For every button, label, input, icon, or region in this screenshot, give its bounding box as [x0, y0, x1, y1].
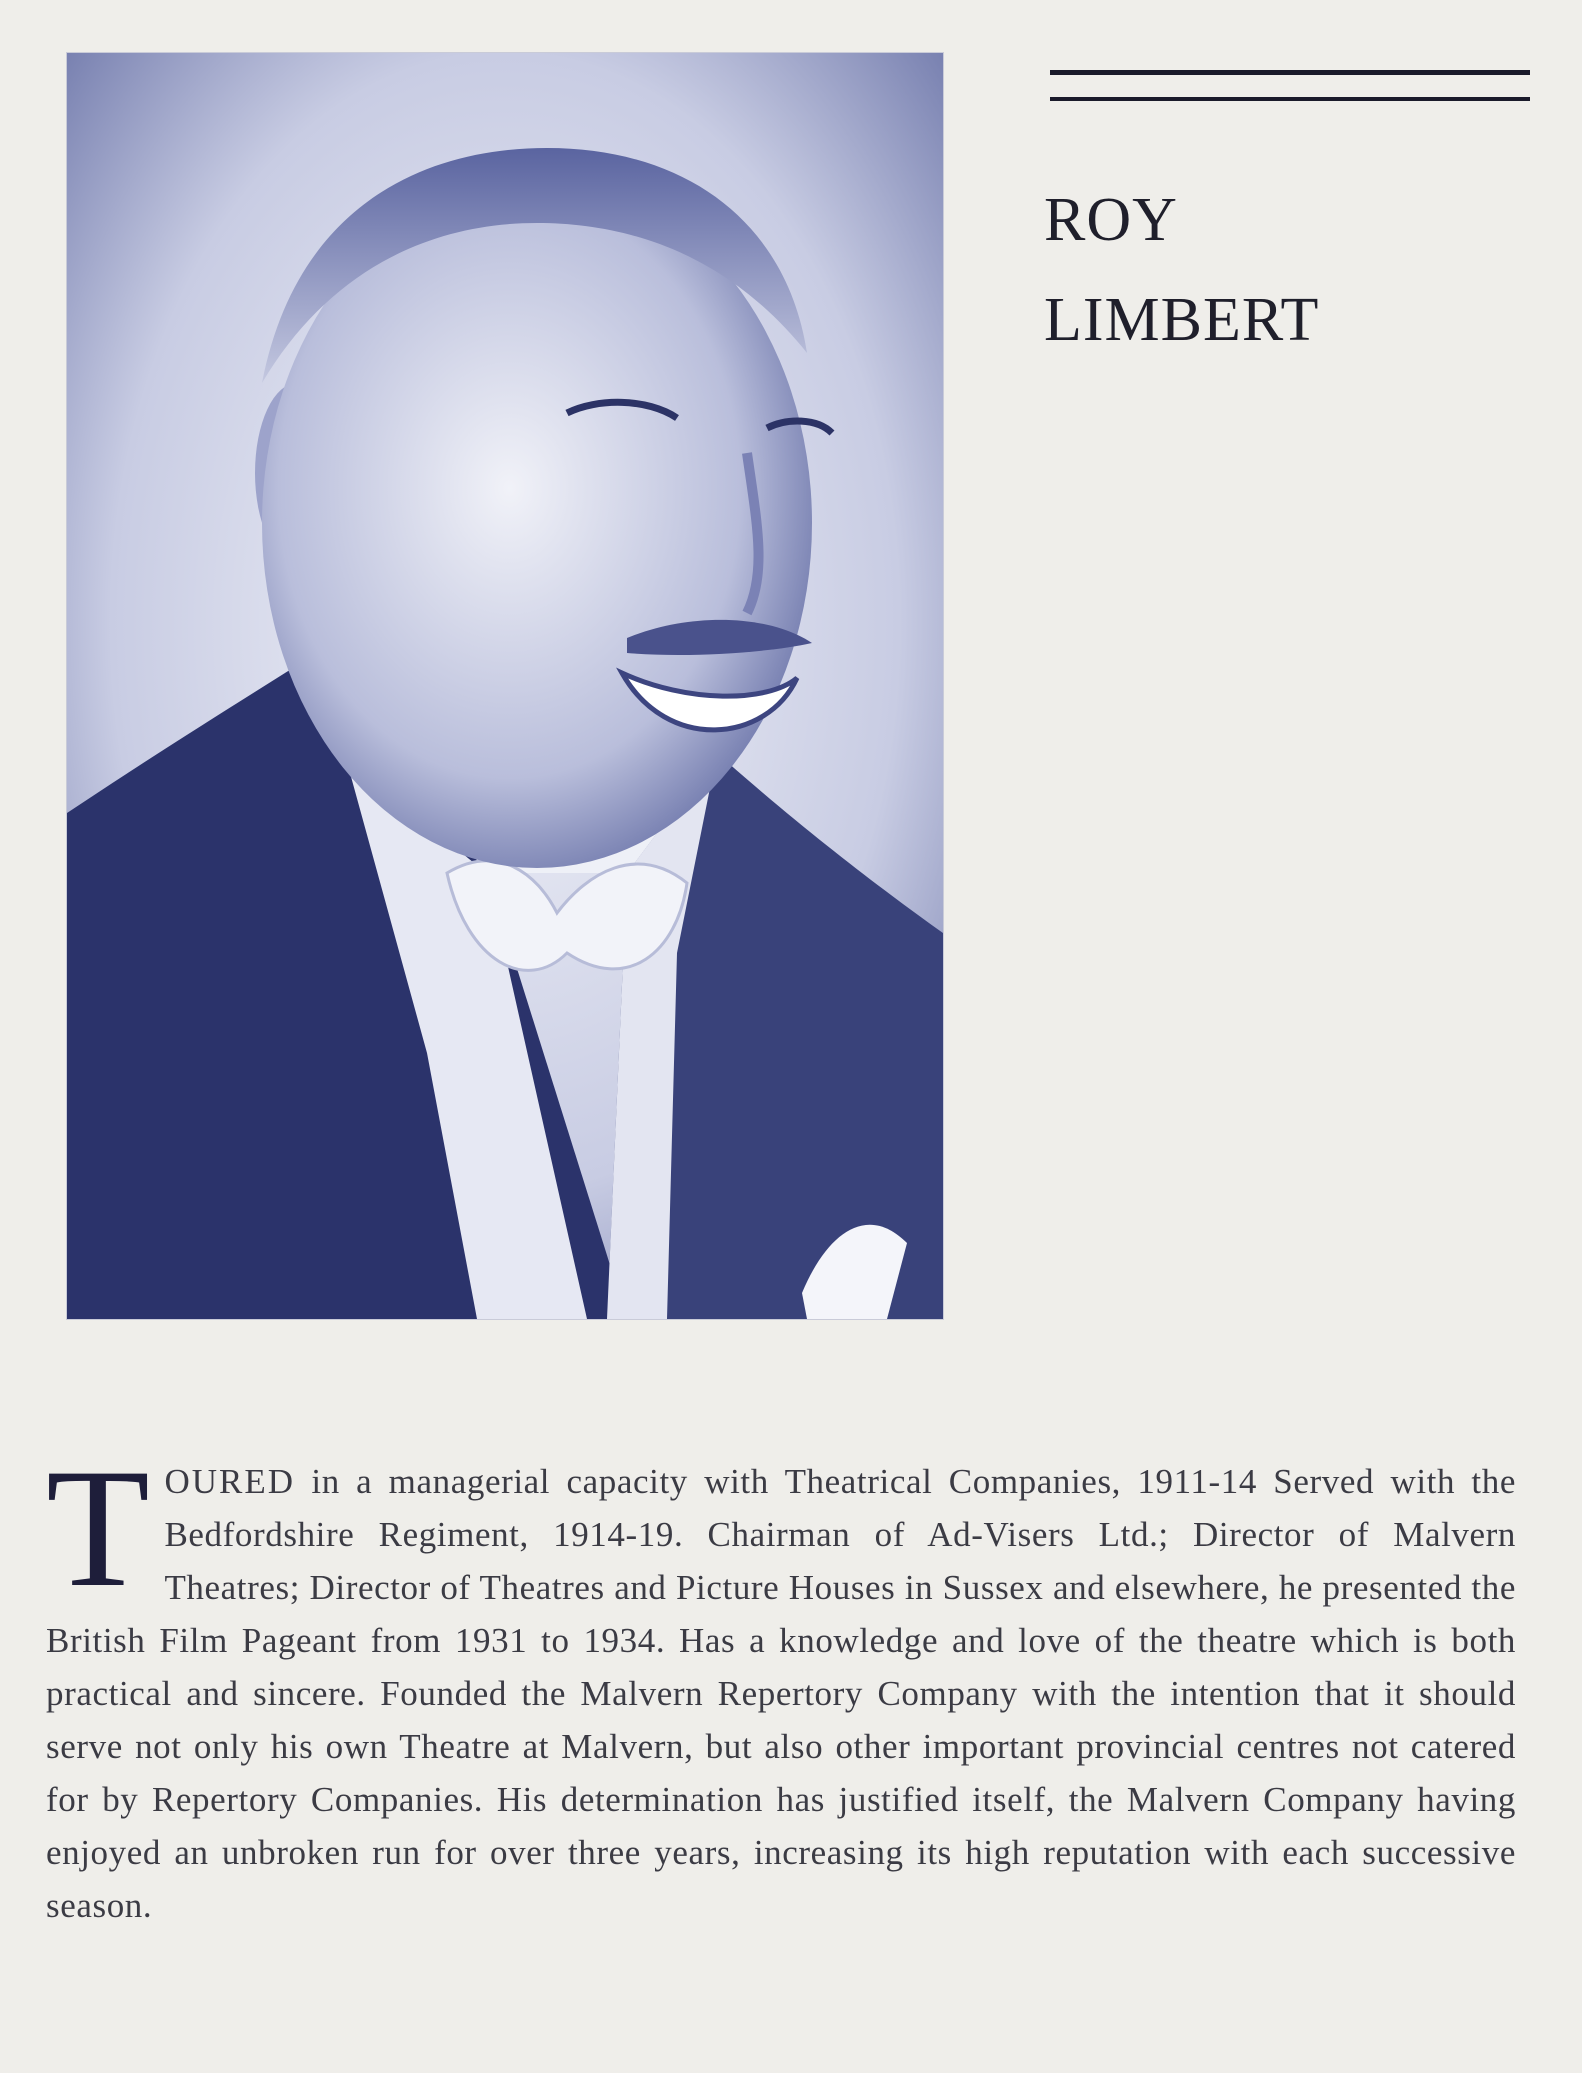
last-name: LIMBERT	[1044, 286, 1320, 354]
bio-text: in a managerial capacity with Theatrical Companies, 1911-14 Served with the Bedfordshire Regiment, 1914-19. Chairman of Ad-Visers Ltd.; Director of Malvern Theatres; Director of Theatres and Picture Houses in Sussex and elsewhere, he presented the British Film Pageant from 1931 to 1934. Has a knowledge and love of the theatre which is both practical and sincere. Founded the Malvern Repertory Company with the intention that it should serve not only his own Theatre at Malvern, but also other important provincial centres not catered for by Repertory Companies. His determination has justified itself, the Malvern Company having enjoyed an unbroken run for over three years, increasing its high reputation with each successive season.	[46, 1462, 1516, 1925]
drop-cap: T	[46, 1434, 151, 1622]
first-name: ROY	[1044, 186, 1178, 254]
header-rule-bottom	[1050, 97, 1530, 101]
portrait-illustration	[67, 53, 943, 1319]
bio-lead-word: OURED	[164, 1462, 296, 1501]
header-rule-top	[1050, 70, 1530, 75]
page-title	[1044, 170, 1319, 370]
portrait-photo	[66, 52, 944, 1320]
biography-paragraph	[46, 1434, 1516, 1932]
